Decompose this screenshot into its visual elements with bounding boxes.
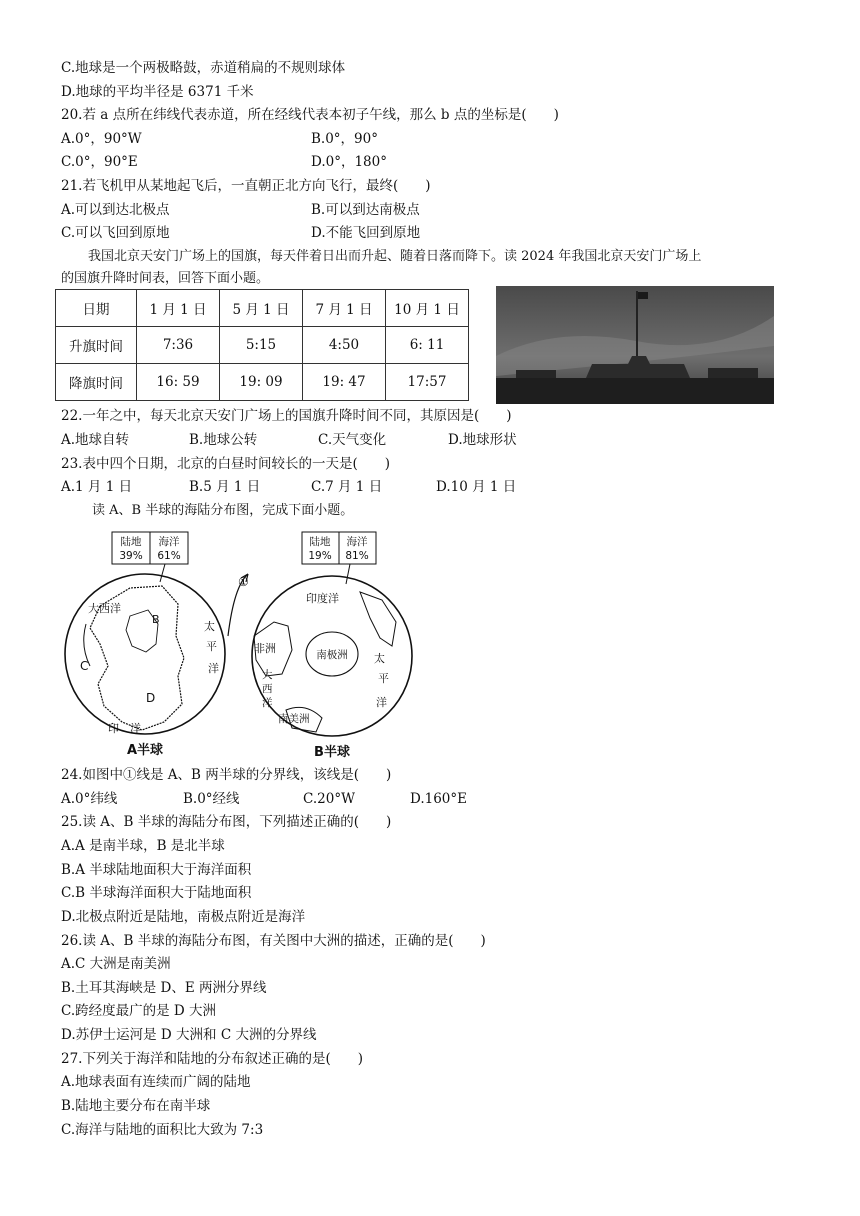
option-23d: D.10 月 1 日 <box>436 479 517 495</box>
question-21-stem: 21.若飞机甲从某地起飞后，一直朝正北方向飞行，最终( ) <box>61 178 431 194</box>
b-label-pacific-1: 太 <box>374 652 385 665</box>
a-label-indian: 印 洋 <box>108 722 141 735</box>
tiananmen-flag-photo <box>496 286 774 404</box>
option-22c: C.天气变化 <box>318 432 387 448</box>
option-23c: C.7 月 1 日 <box>311 479 383 495</box>
option-19d: D.地球的平均半径是 6371 千米 <box>61 84 254 100</box>
option-21a: A.可以到达北极点 <box>61 202 170 218</box>
table-cell: 7 月 1 日 <box>303 290 386 327</box>
a-label-b: B <box>152 613 160 626</box>
b-label-antarctica: 南极洲 <box>316 649 348 661</box>
option-26b: B.土耳其海峡是 D、E 两洲分界线 <box>61 980 267 996</box>
b-hemisphere-caption: B半球 <box>314 745 350 760</box>
option-20b: B.0°，90° <box>311 131 378 147</box>
b-label-pacific-3: 洋 <box>376 696 387 709</box>
option-25c: C.B 半球海洋面积大于陆地面积 <box>61 885 252 901</box>
a-label-pacific-2: 平 <box>206 640 217 653</box>
table-cell: 5:15 <box>220 327 303 364</box>
option-20c: C.0°，90°E <box>61 154 138 170</box>
b-label-africa: 非洲 <box>254 642 276 655</box>
table-cell: 16: 59 <box>137 364 220 401</box>
flag-time-table <box>55 289 469 401</box>
option-24c: C.20°W <box>303 791 355 807</box>
b-land-sea-legend <box>302 532 376 564</box>
option-22b: B.地球公转 <box>189 432 258 448</box>
option-25d: D.北极点附近是陆地，南极点附近是海洋 <box>61 909 306 925</box>
a-ocean-label: 海洋 <box>158 536 180 548</box>
option-24b: B.0°经线 <box>183 791 240 807</box>
a-hemisphere-caption: A半球 <box>126 743 164 758</box>
b-ocean-percent: 81% <box>345 550 369 562</box>
table-cell: 17:57 <box>386 364 469 401</box>
question-20-stem: 20.若 a 点所在纬线代表赤道，所在经线代表本初子午线，那么 b 点的坐标是( ) <box>61 107 559 123</box>
b-label-south-america: 南美洲 <box>278 713 310 725</box>
option-22a: A.地球自转 <box>61 432 130 448</box>
question-22-stem: 22.一年之中，每天北京天安门广场上的国旗升降时间不同，其原因是( ) <box>61 408 512 424</box>
table-row <box>56 327 469 364</box>
a-label-c: C <box>80 659 89 673</box>
boundary-marker: ① <box>238 575 249 589</box>
table-row <box>56 364 469 401</box>
a-land-label: 陆地 <box>120 536 142 548</box>
question-24-stem: 24.如图中①线是 A、B 两半球的分界线，该线是( ) <box>61 767 392 783</box>
a-label-atlantic: 大西洋 <box>88 602 121 615</box>
option-27a: A.地球表面有连续而广阔的陆地 <box>61 1074 251 1090</box>
option-27b: B.陆地主要分布在南半球 <box>61 1098 211 1114</box>
option-27c: C.海洋与陆地的面积比大致为 7:3 <box>61 1122 264 1138</box>
b-label-atlantic-3: 洋 <box>262 697 273 709</box>
map-intro: 读 A、B 半球的海陆分布图，完成下面小题。 <box>92 503 354 518</box>
a-label-d: D <box>146 691 156 705</box>
option-26a: A.C 大洲是南美洲 <box>61 956 171 972</box>
b-label-atlantic-1: 大 <box>262 669 273 681</box>
b-ocean-label: 海洋 <box>346 536 368 548</box>
b-land-label: 陆地 <box>309 536 331 548</box>
question-23-stem: 23.表中四个日期，北京的白昼时间较长的一天是( ) <box>61 456 391 472</box>
option-20d: D.0°，180° <box>311 154 387 170</box>
b-land-percent: 19% <box>308 550 332 562</box>
option-20a: A.0°，90°W <box>61 131 142 147</box>
table-cell: 5 月 1 日 <box>220 290 303 327</box>
table-cell: 6: 11 <box>386 327 469 364</box>
option-23b: B.5 月 1 日 <box>189 479 261 495</box>
table-cell: 1 月 1 日 <box>137 290 220 327</box>
option-21d: D.不能飞回到原地 <box>311 225 421 241</box>
option-22d: D.地球形状 <box>448 432 517 448</box>
b-label-pacific-2: 平 <box>378 672 389 685</box>
question-25-stem: 25.读 A、B 半球的海陆分布图，下列描述正确的( ) <box>61 814 392 830</box>
option-26d: D.苏伊士运河是 D 大洲和 C 大洲的分界线 <box>61 1027 317 1043</box>
table-cell: 7:36 <box>137 327 220 364</box>
table-cell: 19: 47 <box>303 364 386 401</box>
table-cell: 降旗时间 <box>56 364 137 401</box>
flag-intro-line-2: 的国旗升降时间表，回答下面小题。 <box>61 271 270 286</box>
option-25a: A.A 是南半球，B 是北半球 <box>61 838 225 854</box>
table-cell: 10 月 1 日 <box>386 290 469 327</box>
question-27-stem: 27.下列关于海洋和陆地的分布叙述正确的是( ) <box>61 1051 364 1067</box>
hemisphere-land-sea-map <box>60 526 430 762</box>
b-label-indian: 印度洋 <box>306 592 339 605</box>
table-cell: 4:50 <box>303 327 386 364</box>
a-hemisphere-circle <box>65 574 225 734</box>
flag-intro-line-1: 我国北京天安门广场上的国旗，每天伴着日出而升起、随着日落而降下。读 2024 年我国北京天安门广场上 <box>88 249 702 264</box>
a-label-pacific-3: 洋 <box>208 662 219 675</box>
a-ocean-percent: 61% <box>157 550 181 562</box>
option-24a: A.0°纬线 <box>61 791 118 807</box>
option-21c: C.可以飞回到原地 <box>61 225 170 241</box>
option-25b: B.A 半球陆地面积大于海洋面积 <box>61 862 252 878</box>
table-cell: 升旗时间 <box>56 327 137 364</box>
question-26-stem: 26.读 A、B 半球的海陆分布图，有关图中大洲的描述，正确的是( ) <box>61 933 486 949</box>
option-24d: D.160°E <box>410 791 468 807</box>
a-label-pacific-1: 太 <box>204 620 215 633</box>
a-land-sea-legend <box>112 532 188 564</box>
a-land-percent: 39% <box>119 550 143 562</box>
option-26c: C.跨经度最广的是 D 大洲 <box>61 1003 217 1019</box>
b-label-atlantic-2: 西 <box>262 683 273 695</box>
option-23a: A.1 月 1 日 <box>61 479 133 495</box>
option-21b: B.可以到达南极点 <box>311 202 420 218</box>
table-row <box>56 290 469 327</box>
option-19c: C.地球是一个两极略鼓，赤道稍扁的不规则球体 <box>61 60 346 76</box>
table-cell: 19: 09 <box>220 364 303 401</box>
table-cell: 日期 <box>56 290 137 327</box>
